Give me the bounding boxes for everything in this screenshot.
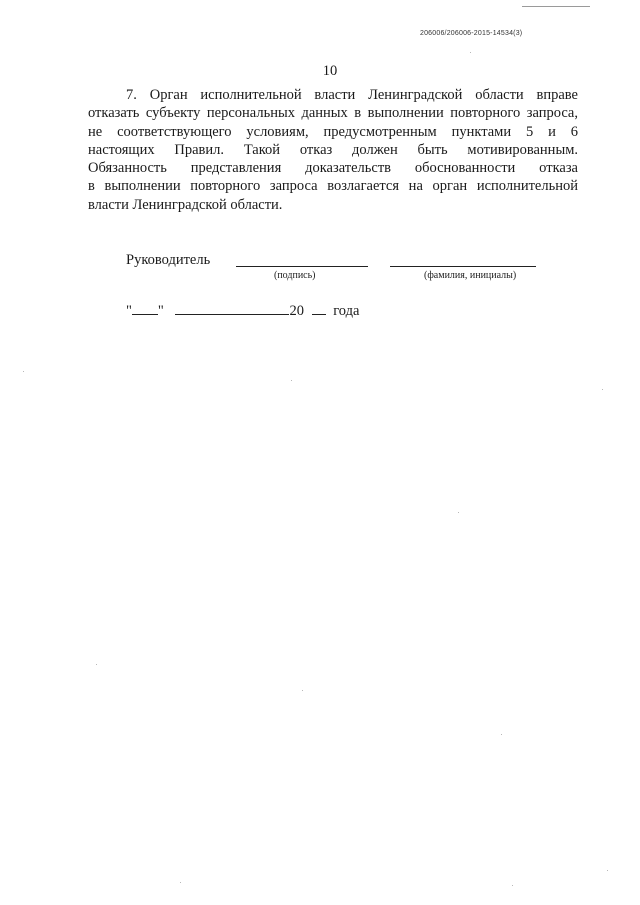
- scan-speck: [180, 882, 181, 883]
- date-close-quote: ": [157, 303, 164, 319]
- year-blank: [312, 300, 326, 315]
- scan-speck: [458, 512, 459, 513]
- name-caption: (фамилия, инициалы): [424, 270, 517, 281]
- paragraph-line: отказать субъекту персональных данных в выполнении повторного запроса,: [88, 105, 578, 122]
- year-word: года: [333, 303, 360, 319]
- signature-blank-line: [236, 266, 368, 267]
- paragraph-line: власти Ленинградской области.: [88, 196, 283, 213]
- name-blank-line: [390, 266, 536, 267]
- scan-speck: [512, 885, 513, 886]
- signature-caption: (подпись): [274, 270, 316, 281]
- scan-speck: [602, 389, 603, 390]
- date-open-quote: ": [126, 303, 132, 319]
- paragraph-line: не соответствующего условиям, предусмотренным пунктами 5 и 6: [88, 123, 578, 140]
- document-id: 206006/206006-2015-14534(3): [420, 30, 523, 37]
- paragraph-line: 7. Орган исполнительной власти Ленинградской области вправе: [126, 87, 578, 103]
- paragraph-line: Обязанность представления доказательств обоснованности отказа: [88, 160, 578, 177]
- scan-speck: [470, 52, 471, 53]
- scan-speck: [291, 380, 292, 381]
- paragraph-line: в выполнении повторного запроса возлагается на орган исполнительной: [88, 178, 578, 195]
- paragraph-line: настоящих Правил. Такой отказ должен быть мотивированным.: [88, 141, 578, 158]
- month-blank: [175, 300, 289, 315]
- page-number: 10: [322, 63, 338, 79]
- paragraph-7: [88, 86, 578, 214]
- day-blank: [132, 300, 158, 315]
- scan-speck: [302, 690, 303, 691]
- date-line: [126, 300, 359, 320]
- scan-speck: [501, 734, 502, 735]
- top-edge-rule: [522, 6, 590, 7]
- year-prefix: 20: [289, 303, 304, 319]
- scan-speck: [607, 870, 608, 871]
- signer-title: Руководитель: [126, 252, 211, 268]
- scan-speck: [23, 371, 24, 372]
- scan-speck: [96, 664, 97, 665]
